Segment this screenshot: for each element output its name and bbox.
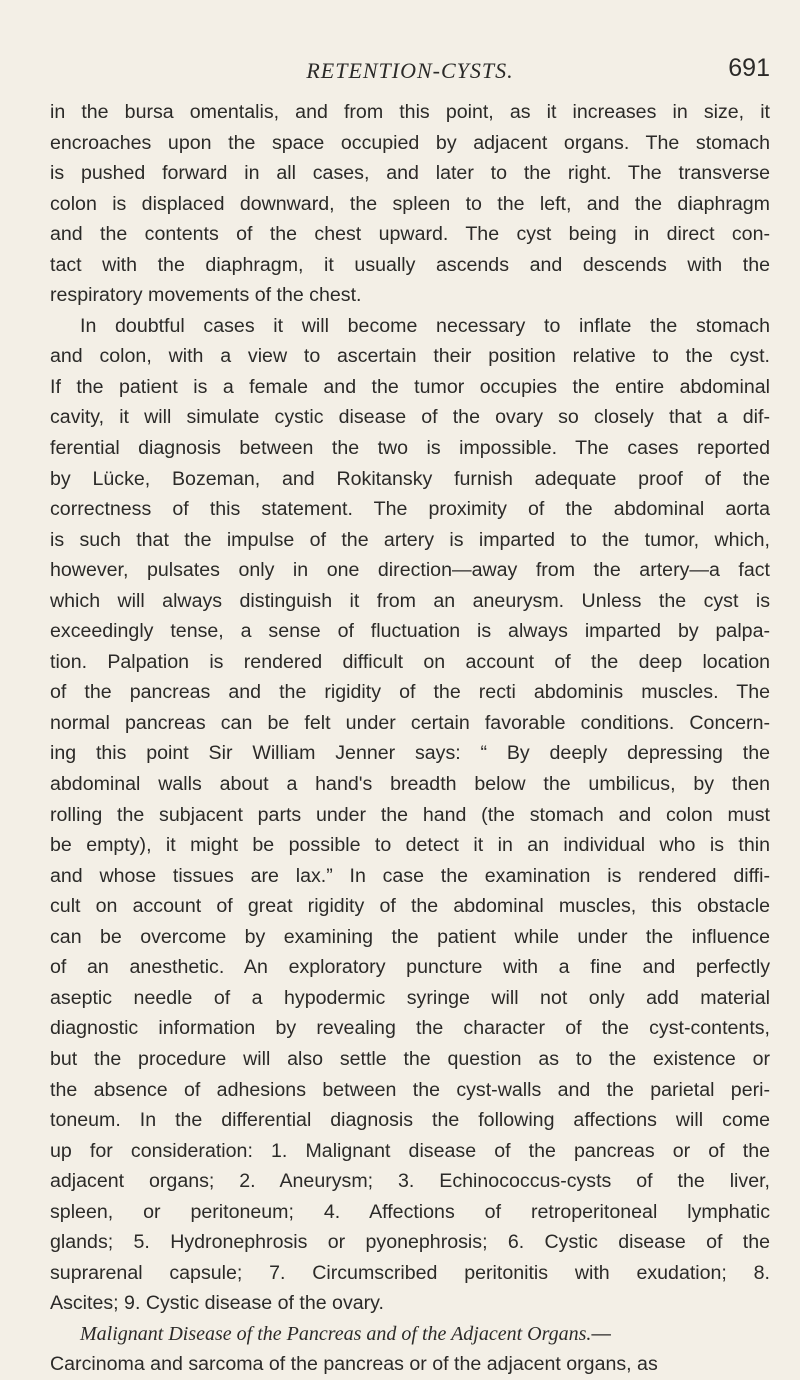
text-line: rolling the subjacent parts under the hand (the stomach and colon must — [50, 803, 770, 826]
text-line: toneum. In the differential diagnosis the following affections will come — [50, 1109, 770, 1132]
text-line: by Lücke, Bozeman, and Rokitansky furnish adequate proof of the — [50, 467, 770, 490]
text-line: cavity, it will simulate cystic disease of the ovary so closely that a dif- — [50, 406, 770, 429]
text-line: and whose tissues are lax.” In case the examination is rendered diffi- — [50, 864, 770, 887]
page-number: 691 — [728, 54, 770, 82]
text-line: colon is displaced downward, the spleen to the left, and the diaphragm — [50, 192, 770, 215]
section-subheading — [50, 1319, 770, 1350]
text-line: is pushed forward in all cases, and later to the right. The transverse — [50, 162, 770, 185]
text-line: glands; 5. Hydronephrosis or pyonephrosis; 6. Cystic disease of the — [50, 1231, 770, 1254]
running-title: RETENTION-CYSTS. — [306, 58, 514, 83]
text-line: can be overcome by examining the patient while under the influence — [50, 925, 770, 948]
text-line: and colon, with a view to ascertain their position relative to the cyst. — [50, 345, 770, 368]
text-line: In doubtful cases it will become necessary to inflate the stomach — [80, 314, 770, 337]
text-line: spleen, or peritoneum; 4. Affections of retroperitoneal lymphatic — [50, 1200, 770, 1223]
text-line: normal pancreas can be felt under certain favorable conditions. Concern- — [50, 711, 770, 734]
text-line: of the pancreas and the rigidity of the recti abdominis muscles. The — [50, 681, 770, 704]
text-line: diagnostic information by revealing the character of the cyst-contents, — [50, 1017, 770, 1040]
text-line: Carcinoma and sarcoma of the pancreas or of the adjacent organs, as — [50, 1353, 658, 1376]
text-line: is such that the impulse of the artery is imparted to the tumor, which, — [50, 528, 770, 551]
text-line: but the procedure will also settle the question as to the existence or — [50, 1047, 770, 1070]
text-line: however, pulsates only in one direction—away from the artery—a fact — [50, 559, 770, 582]
subheading-italic: Malignant Disease of the Pancreas and of the Adjacent Organs. — [80, 1322, 592, 1345]
text-line: adjacent organs; 2. Aneurysm; 3. Echinococcus-cysts of the liver, — [50, 1170, 770, 1193]
body-text — [50, 97, 770, 1380]
text-line: of an anesthetic. An exploratory puncture with a fine and perfectly — [50, 956, 770, 979]
text-line: be empty), it might be possible to detect it in an individual who is thin — [50, 834, 770, 857]
text-line: ing this point Sir William Jenner says: “ By deeply depressing the — [50, 742, 770, 765]
text-line: in the bursa omentalis, and from this point, as it increases in size, it — [50, 101, 770, 123]
text-line: suprarenal capsule; 7. Circumscribed peritonitis with exudation; 8. — [50, 1261, 770, 1284]
text-line: correctness of this statement. The proximity of the abdominal aorta — [50, 498, 770, 521]
running-head — [50, 54, 770, 98]
text-line: up for consideration: 1. Malignant disease of the pancreas or of the — [50, 1139, 770, 1162]
text-line: aseptic needle of a hypodermic syringe will not only add material — [50, 986, 770, 1009]
text-line: and the contents of the chest upward. The cyst being in direct con- — [50, 223, 770, 246]
text-line: ferential diagnosis between the two is impossible. The cases reported — [50, 437, 770, 460]
subheading-dash: — — [591, 1322, 612, 1345]
text-line: respiratory movements of the chest. — [50, 284, 362, 307]
text-line: exceedingly tense, a sense of fluctuation is always imparted by palpa- — [50, 620, 770, 643]
text-line: If the patient is a female and the tumor occupies the entire abdominal — [50, 375, 770, 398]
text-line: which will always distinguish it from an aneurysm. Unless the cyst is — [50, 589, 770, 612]
text-line: the absence of adhesions between the cyst-walls and the parietal peri- — [50, 1078, 770, 1101]
text-line: cult on account of great rigidity of the abdominal muscles, this obstacle — [50, 895, 770, 918]
text-line: abdominal walls about a hand's breadth below the umbilicus, by then — [50, 773, 770, 796]
text-line: Ascites; 9. Cystic disease of the ovary. — [50, 1292, 384, 1315]
text-line: encroaches upon the space occupied by adjacent organs. The stomach — [50, 131, 770, 154]
text-line: tion. Palpation is rendered difficult on account of the deep location — [50, 650, 770, 673]
text-line: tact with the diaphragm, it usually ascends and descends with the — [50, 253, 770, 276]
